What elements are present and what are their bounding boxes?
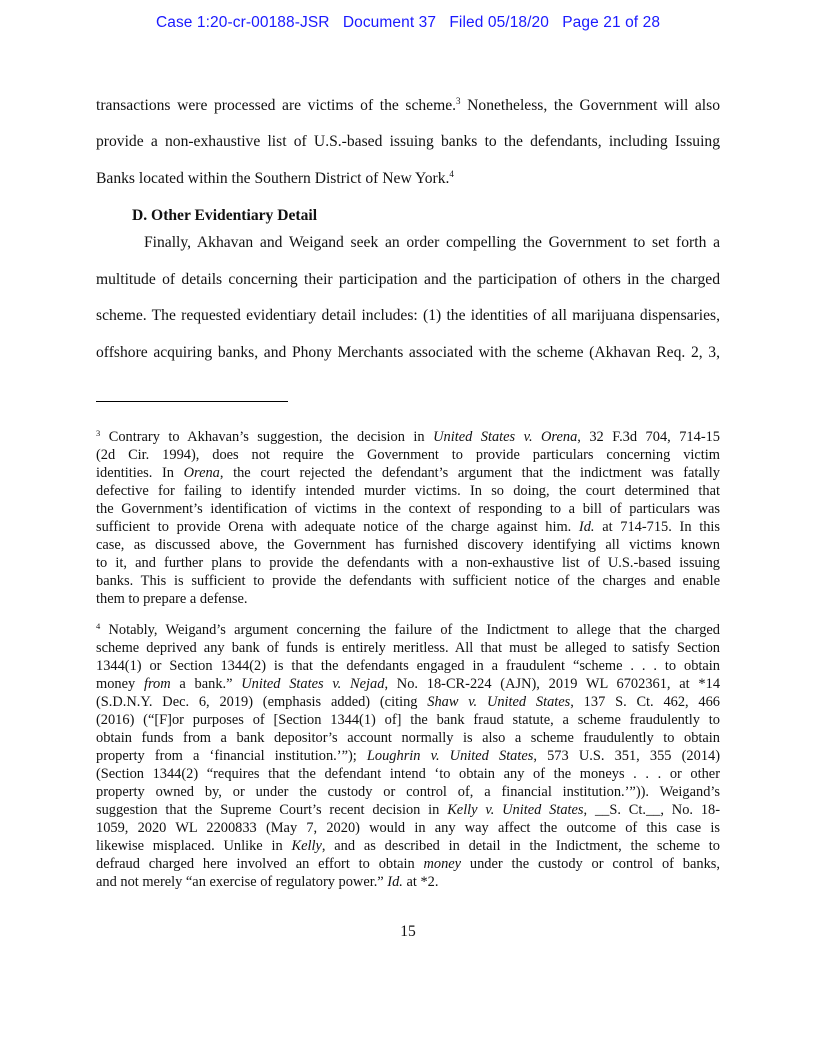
footnote-ref-4: 4 bbox=[449, 169, 454, 179]
page-number: 15 bbox=[400, 923, 416, 940]
body-line: Banks located within the Southern District of New York.$^4$ bbox=[96, 169, 454, 187]
filed-date: Filed 05/18/20 bbox=[449, 14, 549, 31]
body-line: offshore acquiring banks, and Phony Merchants associated with the scheme (Akhavan Req. 2, 3, bbox=[96, 344, 720, 361]
body-line: scheme. The requested evidentiary detail includes: (1) the identities of all marijuana dispensaries, bbox=[96, 307, 720, 324]
footnote-marker: 3 bbox=[96, 428, 101, 438]
body-line: multitude of details concerning their participation and the participation of others in the charged bbox=[96, 271, 720, 288]
ecf-header bbox=[0, 14, 816, 32]
document-page: Case 1:20-cr-00188-JSR Document 37 Filed 05/18/20 Page 21 of 28 transactions were processed are victims of the scheme.$^3$ Nonetheless, the Government will also provide a non-exhaustive list of U.S.-based issuing banks to the defendants, including Issuing Banks located within the Southern District of New York.$^4$ D. Other Evidentiary Detail Finally, Akhavan and Weigand seek an order compelling the Government to set forth a multitude of details concerning their participation and the participation of others in the charged scheme. The requested evidentiary detail includes: (1) the identities of all marijuana dispensaries, offshore acquiring banks, and Phony Merchants associated with the scheme (Akhavan Req. 2, 3, $^3$ Contrary to Akhavan’s suggestion, the decision in United States v. Orena, 32 F.3d 704, 714-15 (2d Cir. 1994), does not require the Government to provide particulars concerning victim identities. In Orena, the court rejected the defendant’s argument that the indictment was fatally defective for failing to identify intended murder victims. In so doing, the court determined that the Government’s identification of victims in the context of responding to a bill of particulars was sufficient to provide Orena with adequate notice of the charge against him. Id. at 714-715. In this case, as discussed above, the Government has furnished discovery identifying all victims known to it, and further plans to provide the defendants with a non-exhaustive list of U.S.-based issuing banks. This is sufficient to provide the defendants with sufficient notice of the charges and enable them to prepare a defense. $^4$ Notably, Weigand’s argument concerning the failure of the Indictment to allege that the charged scheme deprived any bank of funds is entirely meritless. All that must be alleged to satisfy Section 1344(1) or Section 1344(2) is that the defendants engaged in a fraudulent “scheme . . . to obtain money from a bank.” United States v. Nejad, No. 18-CR-224 (AJN), 2019 WL 6702361, at *14 (S.D.N.Y. Dec. 6, 2019) (emphasis added) (citing Shaw v. United States, 137 S. Ct. 462, 466 (2016) (“[F]or purposes of [Section 1344(1) of] the bank fraud statute, a scheme fraudulently to obtain funds from a bank depositor’s account normally is also a scheme fraudulently to obtain property from a ‘financial institution.’”); Loughrin v. United States, 573 U.S. 351, 355 (2014) (Section 1344(2) “requires that the defendant intend ‘to obtain any of the moneys . . . or other property owned by, or under the custody or control of, a financial institution.’”)). Weigand’s suggestion that the Supreme Court’s recent decision in Kelly v. United States, __S. Ct.__, No. 18- 1059, 2020 WL 2200833 (May 7, 2020) would in any way affect the outcome of this case is likewise misplaced. Unlike in Kelly, and as described in detail in the Indictment, the scheme to defraud charged here involved an effort to obtain money under the custody or control of banks, and not merely “an exercise of regulatory power.” Id. at *2. 15 bbox=[0, 0, 816, 1056]
body-line: transactions were processed are victims of the scheme.$^3$ Nonetheless, the Government will also bbox=[96, 96, 720, 114]
document-number: Document 37 bbox=[342, 14, 437, 31]
body-line: Finally, Akhavan and Weigand seek an order compelling the Government to set forth a bbox=[144, 234, 720, 251]
case-number: Case 1:20-cr-00188-JSR bbox=[155, 14, 330, 31]
footnote-separator bbox=[96, 401, 288, 402]
footnote-ref-3: 3 bbox=[456, 96, 461, 106]
footnote-marker: 4 bbox=[96, 621, 101, 631]
section-heading: D. Other Evidentiary Detail bbox=[132, 207, 318, 224]
body-line: provide a non-exhaustive list of U.S.-based issuing banks to the defendants, including Issuing bbox=[96, 133, 720, 150]
page-indicator: Page 21 of 28 bbox=[562, 14, 661, 31]
